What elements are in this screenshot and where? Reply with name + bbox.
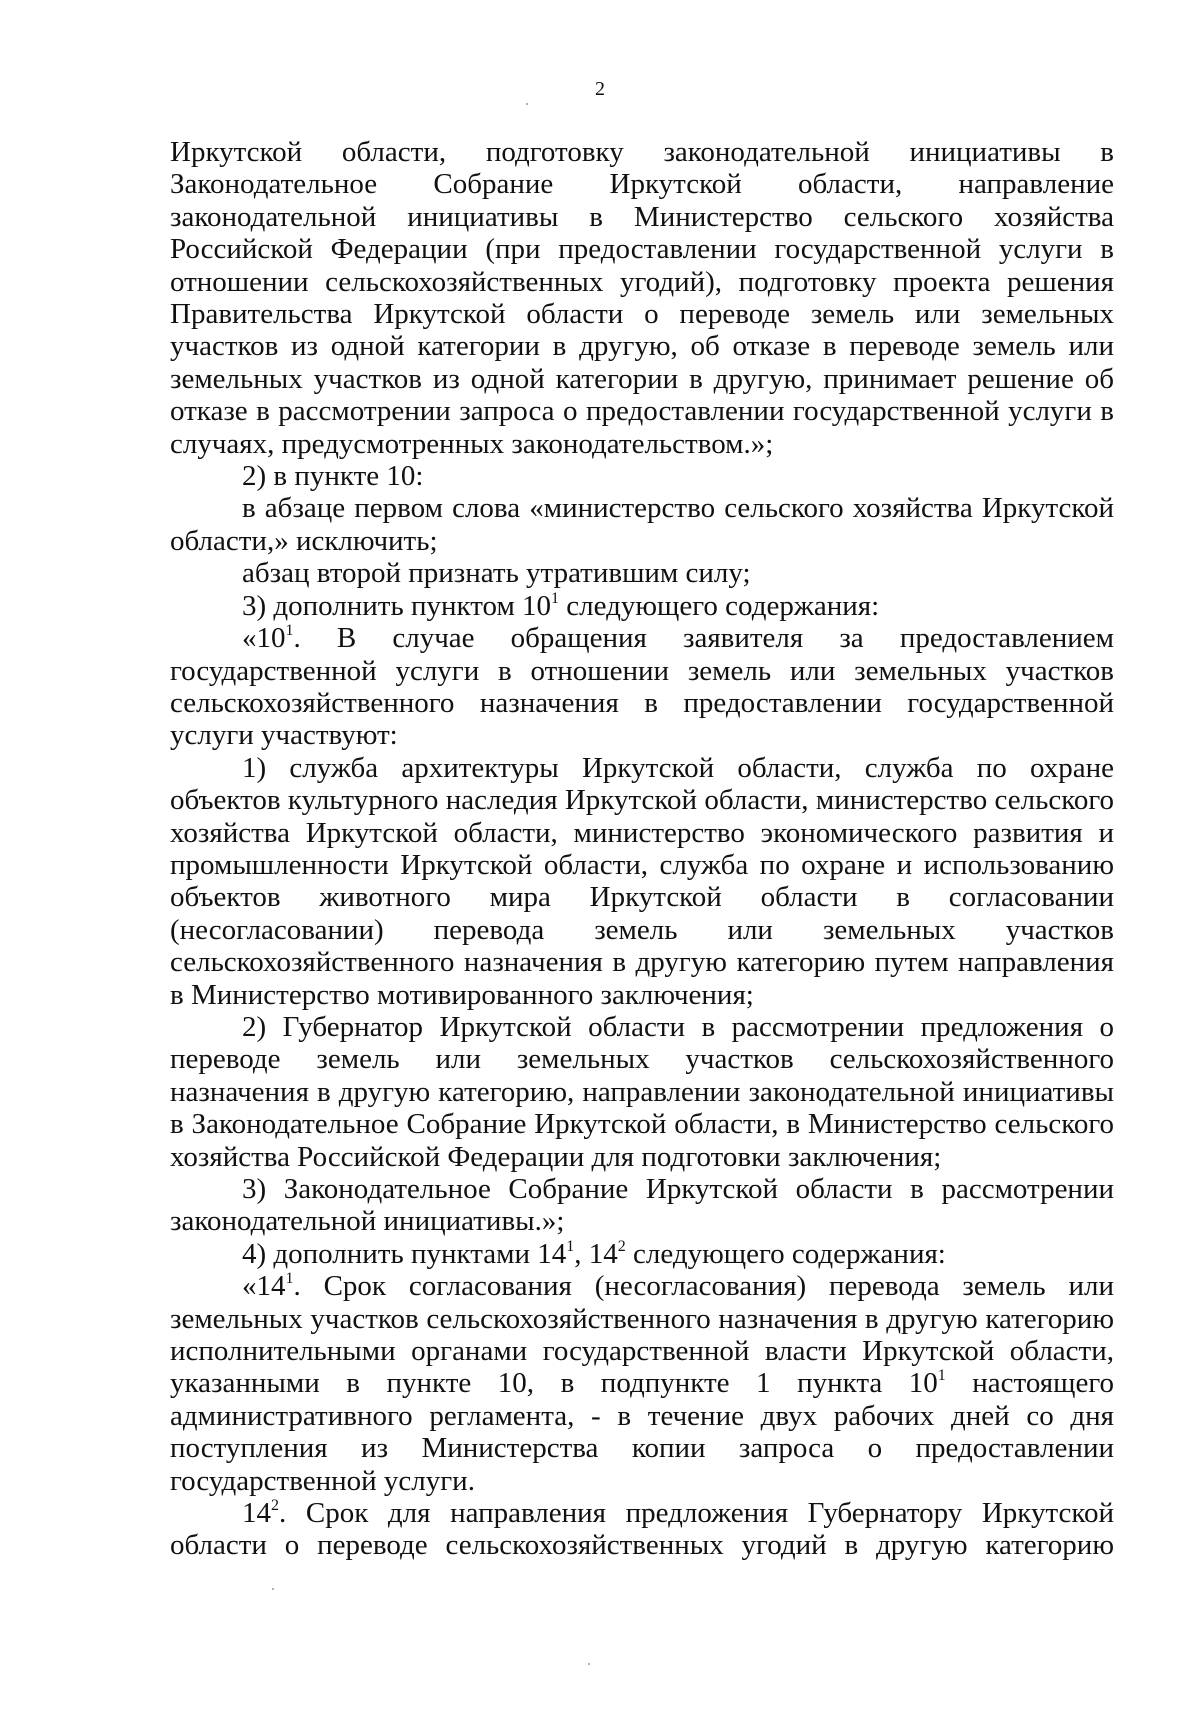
paragraph-text: следующего содержания:: [559, 589, 880, 622]
paragraph-text: 4) дополнить пунктами 14: [242, 1237, 567, 1270]
document-body: [170, 136, 1114, 1562]
paragraph-text: , 14: [574, 1237, 618, 1270]
paragraph-text: настоящего административного регламента, - в течение двух рабочих дней со дня поступления из Министерства копии запроса о предоставлении государственной услуги.: [170, 1367, 1115, 1497]
paragraph-9: [170, 1173, 1114, 1238]
paragraph-text: . Срок согласования (несогласования) перевода земель или земельных участков сельскохозяйственного назначения в другую категорию исполнительными органами государственной власти Иркутской области, указанными в пункте 10, в подпункте 1 пункта 10: [170, 1270, 1114, 1400]
paragraph-text: «14: [242, 1270, 286, 1303]
scan-speck: [526, 103, 528, 105]
superscript-index: 1: [566, 1237, 575, 1255]
paragraph-text: . Срок для направления предложения Губернатору Иркутской области о переводе сельскохозяйственных угодий в другую категорию: [170, 1497, 1114, 1562]
paragraph-text: 1) служба архитектуры Иркутской области, служба по охране объектов культурного наследия Иркутской области, министерство сельского хозяйства Иркутской области, министерство экономического развития и промышленности Иркутской области, служба по охране и использованию объектов животного мира Иркутской области в согласовании (несогласовании) перевода земель или земельных участков сельскохозяйственного назначения в другую категорию путем направления в Министерство мотивированного заключения;: [170, 751, 1114, 1011]
page-number: 2: [595, 78, 605, 100]
paragraph-2: [170, 460, 1114, 492]
paragraph-7: [170, 752, 1114, 1011]
paragraph-text: Иркутской области, подготовку законодательной инициативы в Законодательное Собрание Иркутской области, направление законодательной инициативы в Министерство сельского хозяйства Российской Федерации (при предоставлении государственной услуги в отношении сельскохозяйственных угодий), подготовку проекта решения Правительства Иркутской области о переводе земель или земельных участков из одной категории в другую, об отказе в переводе земель или земельных участков из одной категории в другую, принимает решение об отказе в рассмотрении запроса о предоставлении государственной услуги в случаях, предусмотренных законодательством.»;: [170, 136, 1114, 460]
paragraph-text: абзац второй признать утратившим силу;: [242, 557, 751, 590]
paragraph-text: 3) дополнить пунктом 10: [242, 589, 552, 622]
paragraph-4: [170, 557, 1114, 589]
paragraph-text: 3) Законодательное Собрание Иркутской области в рассмотрении законодательной инициативы.»;: [170, 1173, 1114, 1238]
scan-speck: [588, 1663, 590, 1665]
paragraph-5: [170, 590, 1114, 622]
paragraph-6: [170, 622, 1114, 752]
paragraph-10: [170, 1238, 1114, 1270]
paragraph-12: [170, 1497, 1114, 1562]
paragraph-text: в абзаце первом слова «министерство сельского хозяйства Иркутской области,» исключить;: [170, 492, 1114, 557]
paragraph-text: 14: [242, 1497, 271, 1530]
superscript-index: 1: [285, 622, 294, 640]
superscript-index: 1: [285, 1270, 294, 1288]
superscript-index: 2: [271, 1497, 279, 1515]
paragraph-text: 2) в пункте 10:: [242, 460, 424, 493]
paragraph-text: «10: [242, 622, 286, 655]
scan-speck: [272, 1588, 274, 1590]
paragraph-11: [170, 1270, 1114, 1497]
paragraph-text: следующего содержания:: [625, 1237, 946, 1270]
paragraph-8: [170, 1011, 1114, 1173]
paragraph-1: [170, 136, 1114, 460]
superscript-index: 2: [617, 1237, 626, 1255]
superscript-index: 1: [937, 1367, 946, 1385]
paragraph-text: 2) Губернатор Иркутской области в рассмотрении предложения о переводе земель или земельных участков сельскохозяйственного назначения в другую категорию, направлении законодательной инициативы в Законодательное Собрание Иркутской области, в Министерство сельского хозяйства Российской Федерации для подготовки заключения;: [170, 1010, 1114, 1173]
superscript-index: 1: [551, 589, 560, 607]
paragraph-3: [170, 492, 1114, 557]
paragraph-text: . В случае обращения заявителя за предоставлением государственной услуги в отношении земель или земельных участков сельскохозяйственного назначения в предоставлении государственной услуги участвуют:: [170, 622, 1114, 752]
